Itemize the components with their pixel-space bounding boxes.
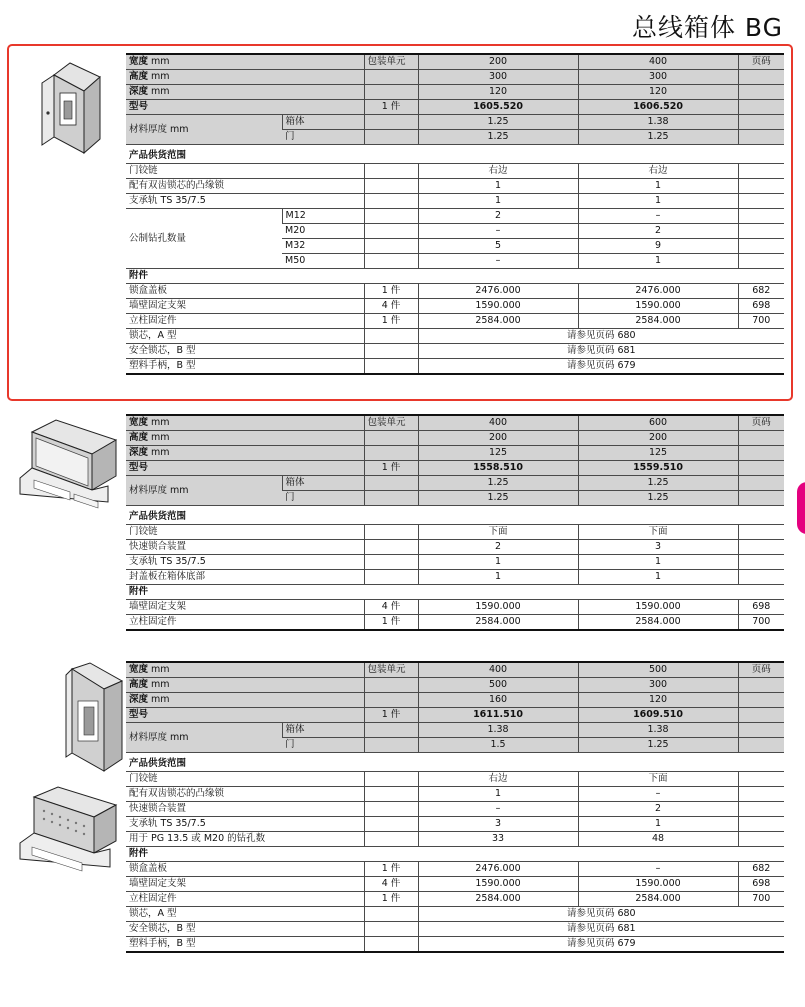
table-cell: 塑料手柄，B 型	[126, 359, 364, 375]
table-row	[126, 314, 784, 329]
table-cell: 锁芯，A 型	[126, 907, 364, 922]
table-cell: 箱体	[282, 115, 364, 130]
table-cell: 请参见页码 681	[418, 922, 784, 937]
table-cell	[738, 555, 784, 570]
table-cell	[364, 179, 418, 194]
table-row	[126, 832, 784, 847]
table-cell: 包装单元	[364, 662, 418, 678]
table-row	[126, 847, 784, 862]
table-cell: 宽度 mm	[126, 415, 364, 431]
table-cell	[738, 194, 784, 209]
table-cell: 1606.520	[578, 100, 738, 115]
table-cell	[738, 115, 784, 130]
table-cell: –	[418, 254, 578, 269]
table-cell: 请参见页码 679	[418, 359, 784, 375]
table-cell	[364, 787, 418, 802]
table-cell: 2	[578, 224, 738, 239]
table-cell: 48	[578, 832, 738, 847]
spec-table-1	[126, 53, 784, 375]
table-cell: 1.38	[418, 723, 578, 738]
table-cell	[738, 491, 784, 506]
table-cell: 120	[418, 85, 578, 100]
table-cell: 支承轨 TS 35/7.5	[126, 817, 364, 832]
table-cell	[738, 461, 784, 476]
table-cell: 125	[578, 446, 738, 461]
table-row	[126, 461, 784, 476]
table-cell: 请参见页码 680	[418, 329, 784, 344]
section-heading: 附件	[126, 585, 784, 600]
table-cell	[738, 802, 784, 817]
table-row	[126, 678, 784, 693]
table-cell: 材料厚度 mm	[126, 115, 282, 145]
table-cell: 支承轨 TS 35/7.5	[126, 194, 364, 209]
table-cell: 包装单元	[364, 415, 418, 431]
table-row	[126, 115, 784, 130]
table-cell: 400	[578, 54, 738, 70]
section-heading: 产品供货范围	[126, 757, 784, 772]
table-row	[126, 164, 784, 179]
table-cell: 包装单元	[364, 54, 418, 70]
table-cell: 1 件	[364, 892, 418, 907]
section-heading: 附件	[126, 269, 784, 284]
enclosure-image-vertical	[12, 53, 126, 167]
table-row	[126, 329, 784, 344]
table-row	[126, 723, 784, 738]
table-row	[126, 299, 784, 314]
table-cell: 1.25	[418, 115, 578, 130]
table-cell: 33	[418, 832, 578, 847]
table-cell: 门铰链	[126, 772, 364, 787]
table-row	[126, 476, 784, 491]
table-cell: –	[418, 224, 578, 239]
table-cell: 1558.510	[418, 461, 578, 476]
table-row	[126, 862, 784, 877]
table-cell: 4 件	[364, 299, 418, 314]
table-cell: 2476.000	[578, 284, 738, 299]
table-cell: 1609.510	[578, 708, 738, 723]
table-cell: 1.25	[578, 476, 738, 491]
table-cell	[364, 130, 418, 145]
table-cell: 右边	[418, 164, 578, 179]
table-cell: 箱体	[282, 723, 364, 738]
table-row	[126, 284, 784, 299]
table-cell: 3	[418, 817, 578, 832]
table-cell: 1 件	[364, 708, 418, 723]
table-cell: 宽度 mm	[126, 54, 364, 70]
table-row	[126, 757, 784, 772]
table-cell: 锁芯，A 型	[126, 329, 364, 344]
table-cell	[738, 254, 784, 269]
table-cell: 2	[418, 540, 578, 555]
table-cell: 1590.000	[418, 877, 578, 892]
table-row	[126, 892, 784, 907]
table-cell	[738, 787, 784, 802]
table-row	[126, 525, 784, 540]
table-cell: 材料厚度 mm	[126, 476, 282, 506]
table-cell: M50	[282, 254, 364, 269]
table-cell	[364, 70, 418, 85]
table-cell: 用于 PG 13.5 或 M20 的钻孔数	[126, 832, 364, 847]
table-cell: 2584.000	[578, 892, 738, 907]
table-cell: 200	[418, 54, 578, 70]
table-cell: 快速锁合装置	[126, 802, 364, 817]
table-cell: M20	[282, 224, 364, 239]
table-cell	[364, 678, 418, 693]
page-edge-tab[interactable]	[797, 482, 805, 534]
table-cell	[738, 525, 784, 540]
table-cell: 材料厚度 mm	[126, 723, 282, 753]
table-cell: 1590.000	[578, 877, 738, 892]
page-title: 总线箱体 BG	[631, 13, 783, 42]
table-cell: 深度 mm	[126, 85, 364, 100]
table-cell: 深度 mm	[126, 693, 364, 708]
table-row	[126, 510, 784, 525]
table-cell: 页码	[738, 54, 784, 70]
table-cell: 门铰链	[126, 525, 364, 540]
table-cell: 锁盒盖板	[126, 862, 364, 877]
table-row	[126, 907, 784, 922]
table-cell: 400	[418, 662, 578, 678]
table-cell: 400	[418, 415, 578, 431]
table-row	[126, 100, 784, 115]
table-cell	[738, 70, 784, 85]
table-cell: 300	[578, 70, 738, 85]
table-row	[126, 446, 784, 461]
table-cell: 1590.000	[418, 299, 578, 314]
table-cell: 300	[578, 678, 738, 693]
table-cell: 9	[578, 239, 738, 254]
table-cell	[364, 359, 418, 375]
table-cell: 下面	[578, 772, 738, 787]
table-cell	[738, 209, 784, 224]
table-cell: 4 件	[364, 600, 418, 615]
table-cell: 698	[738, 600, 784, 615]
table-cell: 1559.510	[578, 461, 738, 476]
table-cell: 1	[418, 179, 578, 194]
table-cell: 页码	[738, 662, 784, 678]
table-cell: 1.38	[578, 723, 738, 738]
table-cell: 页码	[738, 415, 784, 431]
table-cell	[738, 772, 784, 787]
table-cell: 高度 mm	[126, 70, 364, 85]
table-cell	[738, 832, 784, 847]
table-cell: 3	[578, 540, 738, 555]
table-cell: 门铰链	[126, 164, 364, 179]
table-cell: 安全锁芯，B 型	[126, 344, 364, 359]
table-cell: 1	[578, 555, 738, 570]
table-cell: 2476.000	[418, 862, 578, 877]
table-cell	[364, 446, 418, 461]
table-cell: 1	[418, 787, 578, 802]
table-cell: –	[418, 802, 578, 817]
table-cell: 配有双齿锁芯的凸缘锁	[126, 787, 364, 802]
table-cell	[364, 937, 418, 953]
table-cell: 1	[578, 817, 738, 832]
table-row	[126, 708, 784, 723]
table-cell: 下面	[578, 525, 738, 540]
table-row	[126, 555, 784, 570]
table-cell	[738, 476, 784, 491]
table-cell: 682	[738, 862, 784, 877]
spec-table-3	[126, 661, 784, 953]
table-cell: 698	[738, 877, 784, 892]
table-cell: 1 件	[364, 314, 418, 329]
table-cell: 4 件	[364, 877, 418, 892]
table-cell: 墙壁固定支架	[126, 877, 364, 892]
table-cell: 塑料手柄，B 型	[126, 937, 364, 953]
table-row	[126, 431, 784, 446]
table-cell: 1	[418, 194, 578, 209]
table-row	[126, 269, 784, 284]
table-cell	[738, 817, 784, 832]
table-cell	[364, 164, 418, 179]
table-row	[126, 344, 784, 359]
table-cell	[364, 817, 418, 832]
table-cell: 600	[578, 415, 738, 431]
table-row	[126, 817, 784, 832]
table-cell: 墙壁固定支架	[126, 299, 364, 314]
table-cell	[364, 723, 418, 738]
table-row	[126, 70, 784, 85]
table-cell: 2	[578, 802, 738, 817]
table-cell	[738, 239, 784, 254]
table-cell: 1590.000	[578, 600, 738, 615]
table-cell: 1.38	[578, 115, 738, 130]
table-cell	[364, 431, 418, 446]
table-cell: 右边	[418, 772, 578, 787]
section-heading: 附件	[126, 847, 784, 862]
table-cell: 1	[578, 179, 738, 194]
table-cell: 1.25	[578, 130, 738, 145]
table-cell: 下面	[418, 525, 578, 540]
table-cell: –	[578, 787, 738, 802]
table-cell: 698	[738, 299, 784, 314]
table-row	[126, 359, 784, 375]
table-row	[126, 772, 784, 787]
table-cell	[364, 907, 418, 922]
table-cell: 支承轨 TS 35/7.5	[126, 555, 364, 570]
table-row	[126, 693, 784, 708]
table-cell	[738, 738, 784, 753]
table-cell: 锁盒盖板	[126, 284, 364, 299]
table-cell	[364, 525, 418, 540]
table-cell: 1.25	[418, 130, 578, 145]
table-cell: 1	[578, 570, 738, 585]
table-cell: 2584.000	[418, 892, 578, 907]
section-heading: 产品供货范围	[126, 149, 784, 164]
table-cell: 500	[578, 662, 738, 678]
table-cell: 1.25	[578, 491, 738, 506]
table-cell: 500	[418, 678, 578, 693]
table-cell: 门	[282, 130, 364, 145]
table-cell	[364, 115, 418, 130]
table-cell: 160	[418, 693, 578, 708]
table-cell	[738, 179, 784, 194]
table-cell: 2	[418, 209, 578, 224]
table-cell	[364, 693, 418, 708]
table-cell: 1 件	[364, 461, 418, 476]
table-row	[126, 615, 784, 631]
table-cell	[364, 738, 418, 753]
table-cell: 700	[738, 615, 784, 631]
table-row	[126, 540, 784, 555]
table-cell: 型号	[126, 100, 364, 115]
table-cell: 公制钻孔数量	[126, 209, 282, 269]
table-cell: 请参见页码 681	[418, 344, 784, 359]
table-cell	[364, 329, 418, 344]
table-cell: 型号	[126, 708, 364, 723]
table-cell: 2584.000	[578, 615, 738, 631]
table-cell: 1590.000	[578, 299, 738, 314]
table-cell: 5	[418, 239, 578, 254]
table-cell	[738, 570, 784, 585]
table-cell: 1605.520	[418, 100, 578, 115]
table-cell	[364, 344, 418, 359]
table-row	[126, 877, 784, 892]
table-cell	[364, 224, 418, 239]
table-cell: 快速锁合装置	[126, 540, 364, 555]
table-cell: 型号	[126, 461, 364, 476]
table-cell: 1.25	[418, 491, 578, 506]
table-row	[126, 179, 784, 194]
table-cell: 墙壁固定支架	[126, 600, 364, 615]
table-cell: 1590.000	[418, 600, 578, 615]
table-cell: 门	[282, 738, 364, 753]
table-row	[126, 209, 784, 224]
table-cell	[738, 130, 784, 145]
table-cell	[364, 254, 418, 269]
table-cell: 配有双齿锁芯的凸缘锁	[126, 179, 364, 194]
table-cell: M32	[282, 239, 364, 254]
table-cell: 高度 mm	[126, 678, 364, 693]
table-cell	[738, 540, 784, 555]
table-cell: 682	[738, 284, 784, 299]
table-cell: 门	[282, 491, 364, 506]
table-row	[126, 415, 784, 431]
table-cell: –	[578, 209, 738, 224]
table-cell: 1	[578, 194, 738, 209]
table-cell: 立柱固定件	[126, 892, 364, 907]
table-cell	[738, 446, 784, 461]
table-cell: 宽度 mm	[126, 662, 364, 678]
table-cell: 1	[418, 555, 578, 570]
table-cell	[364, 476, 418, 491]
table-cell	[738, 431, 784, 446]
table-cell: 200	[418, 431, 578, 446]
table-cell: 700	[738, 892, 784, 907]
table-cell: 安全锁芯，B 型	[126, 922, 364, 937]
table-cell	[364, 491, 418, 506]
table-cell: 高度 mm	[126, 431, 364, 446]
table-cell: 2476.000	[418, 284, 578, 299]
table-cell	[364, 832, 418, 847]
enclosure-image-vertical-2	[12, 661, 126, 781]
table-cell	[364, 922, 418, 937]
table-cell	[364, 555, 418, 570]
table-cell	[364, 540, 418, 555]
table-row	[126, 787, 784, 802]
table-cell	[364, 802, 418, 817]
table-cell: 1 件	[364, 862, 418, 877]
table-cell: –	[578, 862, 738, 877]
table-cell	[364, 239, 418, 254]
table-cell: 2584.000	[418, 615, 578, 631]
table-cell: 右边	[578, 164, 738, 179]
spec-table-2	[126, 414, 784, 631]
table-cell	[738, 678, 784, 693]
table-cell	[738, 708, 784, 723]
table-cell: 200	[578, 431, 738, 446]
table-cell: 1 件	[364, 284, 418, 299]
table-cell: 1 件	[364, 100, 418, 115]
table-cell: 1	[418, 570, 578, 585]
enclosure-image-horizontal-2	[12, 785, 126, 889]
table-cell: 立柱固定件	[126, 314, 364, 329]
table-row	[126, 802, 784, 817]
table-cell: 请参见页码 679	[418, 937, 784, 953]
table-cell	[364, 209, 418, 224]
table-cell	[738, 224, 784, 239]
table-cell	[738, 723, 784, 738]
table-cell: 2584.000	[578, 314, 738, 329]
table-cell	[738, 164, 784, 179]
table-cell: 700	[738, 314, 784, 329]
table-cell	[364, 772, 418, 787]
table-row	[126, 570, 784, 585]
table-cell: 1.25	[578, 738, 738, 753]
table-cell: 120	[578, 693, 738, 708]
table-row	[126, 600, 784, 615]
table-cell: M12	[282, 209, 364, 224]
table-cell: 立柱固定件	[126, 615, 364, 631]
table-row	[126, 85, 784, 100]
table-row	[126, 194, 784, 209]
table-cell: 1.25	[418, 476, 578, 491]
enclosure-image-horizontal	[12, 414, 126, 528]
table-cell	[364, 570, 418, 585]
table-row	[126, 149, 784, 164]
table-cell: 300	[418, 70, 578, 85]
table-cell: 1611.510	[418, 708, 578, 723]
table-cell: 封盖板在箱体底部	[126, 570, 364, 585]
table-cell: 深度 mm	[126, 446, 364, 461]
table-cell	[738, 100, 784, 115]
table-cell: 2584.000	[418, 314, 578, 329]
table-cell: 120	[578, 85, 738, 100]
table-row	[126, 662, 784, 678]
table-row	[126, 922, 784, 937]
table-cell	[738, 85, 784, 100]
table-cell: 1.5	[418, 738, 578, 753]
section-heading: 产品供货范围	[126, 510, 784, 525]
table-cell: 1 件	[364, 615, 418, 631]
table-cell	[738, 693, 784, 708]
table-row	[126, 937, 784, 953]
table-cell: 箱体	[282, 476, 364, 491]
table-cell	[364, 194, 418, 209]
table-row	[126, 54, 784, 70]
table-cell: 请参见页码 680	[418, 907, 784, 922]
table-cell: 125	[418, 446, 578, 461]
table-row	[126, 585, 784, 600]
table-cell	[364, 85, 418, 100]
table-cell: 1	[578, 254, 738, 269]
